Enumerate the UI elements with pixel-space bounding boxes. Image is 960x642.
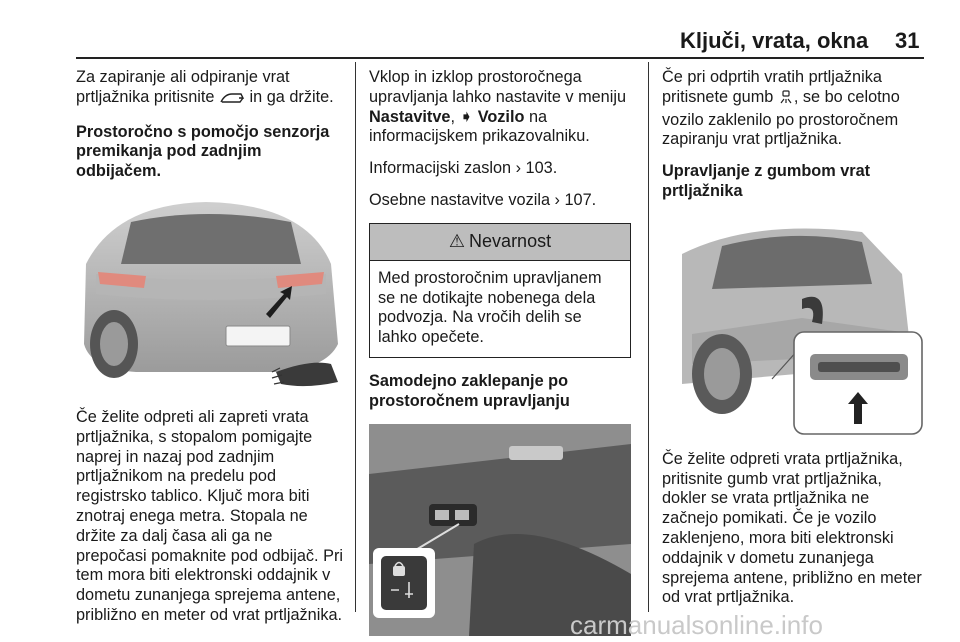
heading-tailgate-button: Upravljanje z gumbom vrat prtljažnika — [662, 162, 871, 200]
reference-info-display: Informacijski zaslon › 103. — [369, 159, 558, 178]
paragraph-key-button: Za zapiranje ali odpiranje vrat prtljažnika pritisnite in ga držite. — [76, 68, 344, 111]
watermark: carmanualsonline.info — [570, 610, 823, 640]
reference-personal-settings: Osebne nastavitve vozila › 107. — [369, 190, 597, 209]
column-2 — [369, 68, 631, 636]
page-header-title: Ključi, vrata, okna — [680, 28, 869, 53]
paragraph-lock-button: Če pri odprtih vratih prtljažnika pritisnete gumb , se bo celotno vozilo zaklenilo po prostoročnem zapiranju vrat prtljažnika. — [662, 68, 900, 149]
column-divider-2 — [648, 62, 649, 612]
page-reference-arrow-icon: › — [515, 159, 522, 178]
illustration-tailgate-button — [662, 214, 924, 436]
lock-button-icon — [778, 89, 794, 111]
column-1 — [76, 68, 344, 638]
page-number: 31 — [895, 28, 920, 53]
tailgate-key-icon — [219, 91, 245, 111]
warning-triangle-icon: ⚠ — [448, 230, 466, 251]
menu-path-vehicle: Vozilo — [477, 107, 525, 126]
menu-path-settings: Nastavitve — [369, 107, 451, 126]
warning-header — [370, 224, 630, 261]
page-reference-arrow-icon: › — [554, 190, 560, 209]
warning-text: Med prostoročnim upravljanem se ne dotikajte nobenega dela podvozja. Na vročih delih se lahko opečete. — [378, 268, 602, 347]
paragraph-menu-settings: Vklop in izklop prostoročnega upravljanja lahko nastavite v meniju Nastavitve, ➧ Vozilo na informacijskem prikazovalniku. — [369, 68, 627, 146]
paragraph-button-operation: Če želite odpreti vrata prtljažnika, pritisnite gumb vrat prtljažnika, dokler se vrata prtljažnika ne začnejo pomikati. Če je vozilo zaklenjeno, mora biti elektronski oddajnik v dometu zunanjega sprejema antene, približno en meter od vrat prtljažnika. — [662, 449, 922, 607]
illustration-rear-bumper-sensor — [76, 194, 342, 394]
header-rule — [76, 57, 924, 59]
heading-auto-lock: Samodejno zaklepanje po prostoročnem upravljanju — [369, 371, 570, 410]
column-divider-1 — [355, 62, 356, 612]
heading-hands-free-sensor: Prostoročno s pomočjo senzorja premikanja pod zadnjim odbijačem. — [76, 122, 330, 181]
illustration-tailgate-lock-button — [369, 424, 631, 636]
warning-title: Nevarnost — [469, 230, 552, 251]
paragraph-foot-gesture: Če želite odpreti ali zapreti vrata prtljažnika, s stopalom pomigajte naprej in nazaj pod zadnjim prtljažnikom na predelu pod registrsko tablico. Ključ mora biti znotraj enega metra. Stopala ne držite za dalj časa ali ga ne prepočasi pomaknite pod odbijač. Pri tem mora biti elektronski oddajnik v dometu zunanjega sprejema antene, približno en meter od vrat prtljažnika. — [76, 407, 343, 624]
warning-box — [369, 223, 631, 358]
column-3 — [662, 68, 928, 620]
